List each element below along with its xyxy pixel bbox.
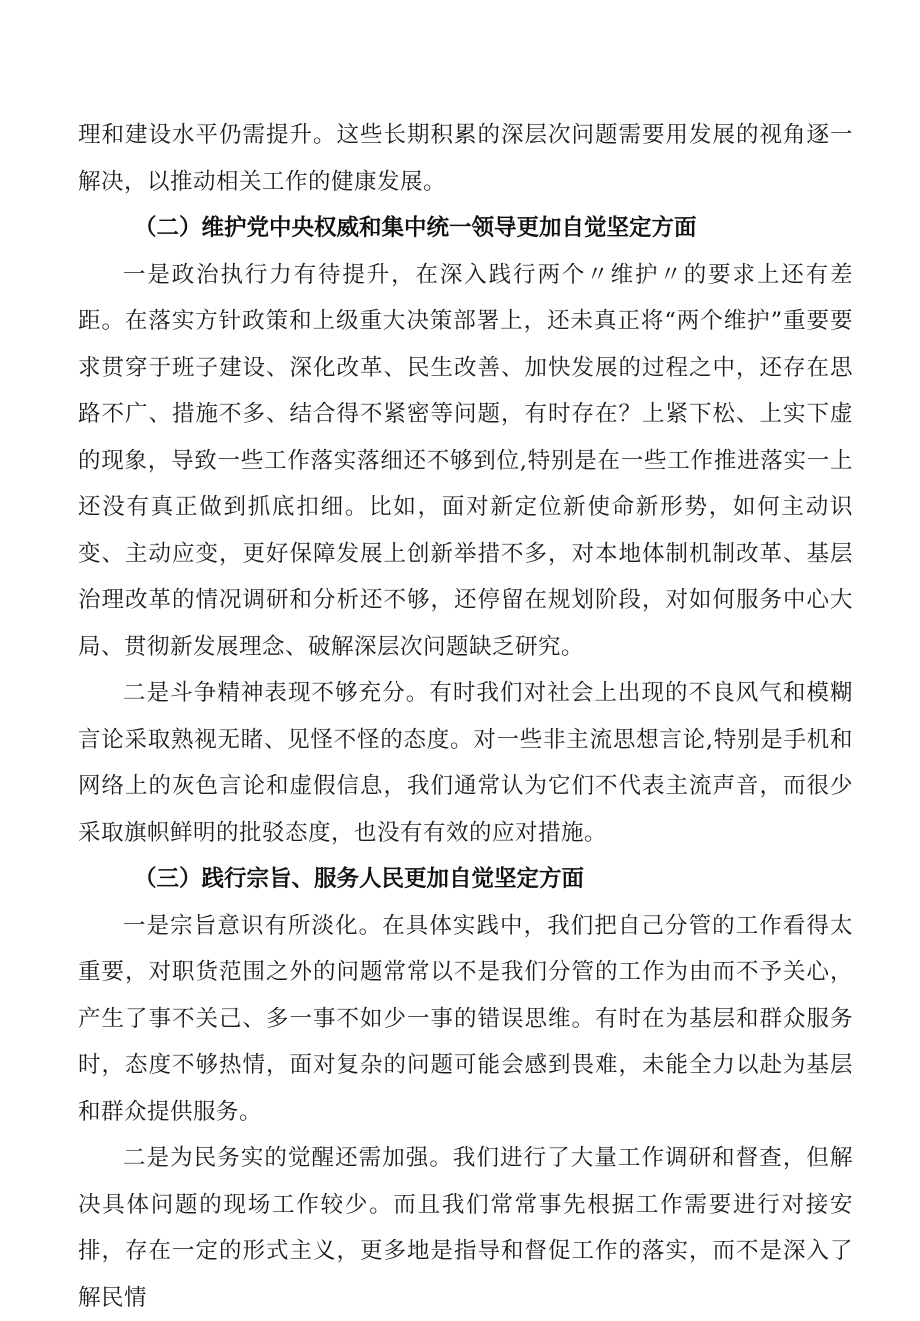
paragraph-fighting-spirit: 二是斗争精神表现不够充分。有时我们对社会上出现的不良风气和模糊言论采取熟视无睹、见怪不怪的态度。对一些非主流思想言论,特别是手机和网络上的灰色言论和虚假信息，我们通常认为它们不代表主流声音，而很少采取旗帜鲜明的批驳态度，也没有有效的应对措施。 bbox=[78, 680, 853, 846]
paragraph-pragmatic-awakening: 二是为民务实的觉醒还需加强。我们进行了大量工作调研和督查，但解决具体问题的现场工作较少。而且我们常常事先根据工作需要进行对接安排，存在一定的形式主义，更多地是指导和督促工作的落实，而不是深入了解民情 bbox=[78, 1145, 853, 1311]
paragraph-purpose-awareness: 一是宗旨意识有所淡化。在具体实践中，我们把自己分管的工作看得太重要，对职货范围之外的问题常常以不是我们分管的工作为由而不予关心，产生了事不关己、多一事不如少一事的错误思维。有时在为基层和群众服务时，态度不够热情，面对复杂的问题可能会感到畏难，未能全力以赴为基层和群众提供服务。 bbox=[78, 912, 853, 1125]
section-heading-three: （三）践行宗旨、服务人民更加自觉坚定方面 bbox=[134, 866, 585, 892]
document-page bbox=[78, 112, 853, 1321]
paragraph-political-execution: 一是政治执行力有待提升，在深入践行两个〃维护〃的要求上还有差距。在落实方针政策和上级重大决策部署上，还未真正将“两个维护”重要要求贯穿于班子建设、深化改革、民生改善、加快发展的过程之中，还存在思路不广、措施不多、结合得不紧密等问题，有时存在？上紧下松、上实下虚的现象，导致一些工作落实落细还不够到位,特别是在一些工作推进落实一上还没有真正做到抓底扣细。比如，面对新定位新使命新形势，如何主动识变、主动应变，更好保障发展上创新举措不多，对本地体制机制改革、基层治理改革的情况调研和分析还不够，还停留在规划阶段，对如何服务中心大局、贯彻新发展理念、破解深层次问题缺乏研究。 bbox=[78, 261, 853, 660]
paragraph-continued: 理和建设水平仍需提升。这些长期积累的深层次问题需要用发展的视角逐一解决，以推动相关工作的健康发展。 bbox=[78, 122, 853, 195]
section-heading-two: （二）维护党中央权威和集中统一领导更加自觉坚定方面 bbox=[134, 215, 697, 241]
